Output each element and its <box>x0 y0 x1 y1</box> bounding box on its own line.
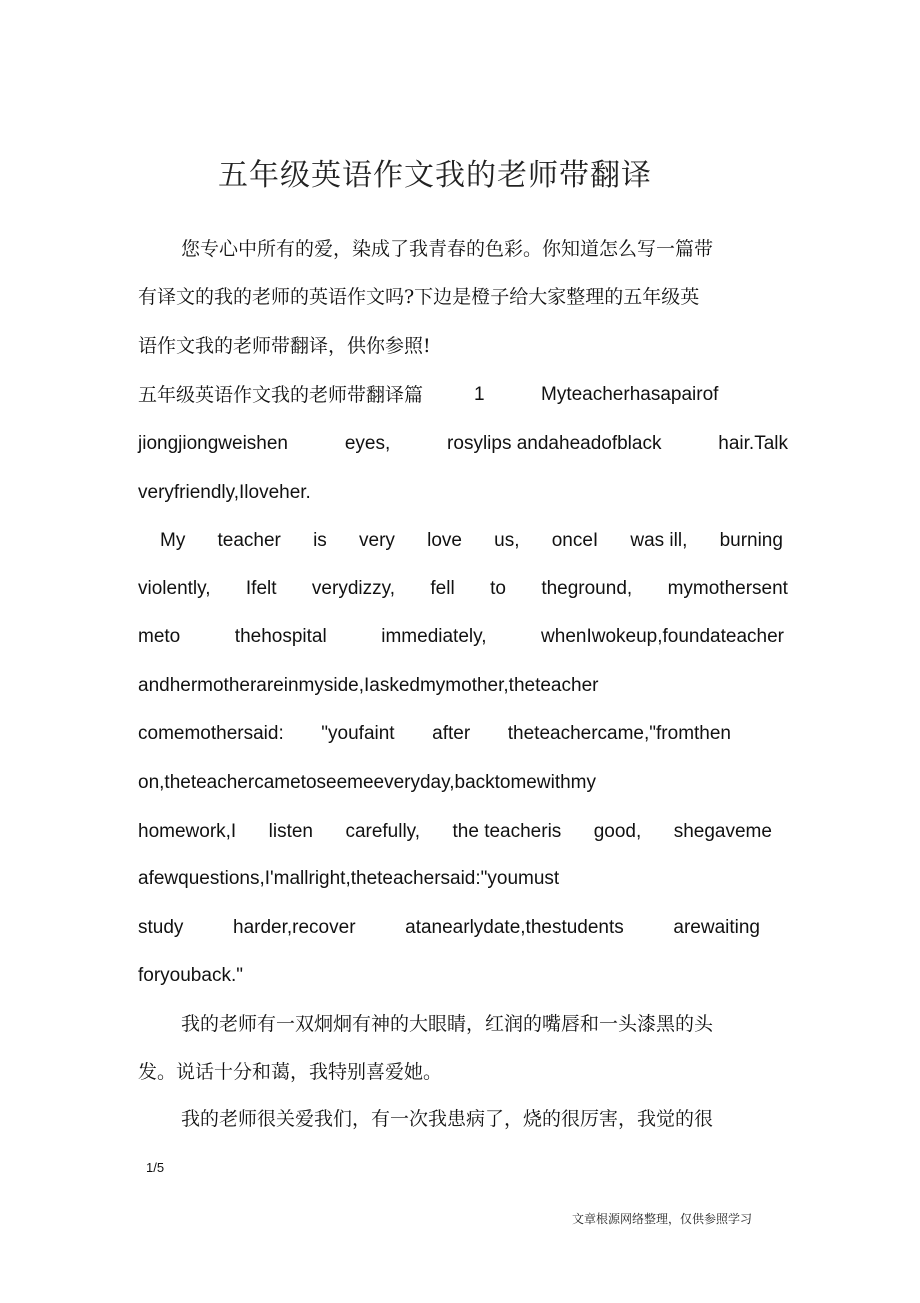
intro-line: 有译文的我的老师的英语作文吗?下边是橙子给大家整理的五年级英 <box>138 286 700 308</box>
word: mymothersent <box>667 578 788 599</box>
word: very <box>359 530 395 551</box>
word: burning <box>719 530 783 551</box>
word: rosylips andaheadofblack <box>447 433 662 454</box>
word: study <box>138 917 184 938</box>
word: good, <box>593 821 642 842</box>
word: shegaveme <box>673 821 772 842</box>
word: is <box>313 530 327 551</box>
word: on,theteachercametoseemeeveryday,backtomewithmy <box>138 772 596 793</box>
word: veryfriendly,Iloveher. <box>138 482 311 503</box>
section-heading-number: 1 <box>474 384 485 405</box>
word: love <box>427 530 462 551</box>
word: violently, <box>138 578 211 599</box>
word: harder,recover <box>233 917 356 938</box>
word: homework,I <box>138 821 237 842</box>
word: teacher <box>217 530 281 551</box>
word: immediately, <box>381 626 487 647</box>
word: to <box>490 578 506 599</box>
page-number: 1/5 <box>146 1160 165 1175</box>
chinese-line: 我的老师很关爱我们，有一次我患病了，烧的很厉害，我觉的很 <box>181 1108 714 1130</box>
english-line <box>138 964 788 988</box>
english-line <box>138 722 731 746</box>
word: was ill, <box>630 530 688 551</box>
word: arewaiting <box>673 917 760 938</box>
word: theteachercame,"fromthen <box>507 723 731 744</box>
word: thehospital <box>234 626 327 647</box>
section-heading <box>138 383 788 408</box>
word: verydizzy, <box>311 578 395 599</box>
word: onceI <box>551 530 599 551</box>
word: whenIwokeup,foundateacher <box>541 626 784 647</box>
word: foryouback." <box>138 965 243 986</box>
word: theground, <box>541 578 633 599</box>
word: meto <box>138 626 181 647</box>
word: after <box>432 723 471 744</box>
english-line <box>138 481 788 505</box>
english-line <box>138 916 760 940</box>
intro-line: 您专心中所有的爱，染成了我青春的色彩。你知道怎么写一篇带 <box>181 238 714 260</box>
english-line <box>138 625 784 649</box>
section-heading-en: Myteacherhasapairof <box>541 384 719 405</box>
english-line <box>138 432 788 456</box>
english-line <box>138 771 788 795</box>
word: listen <box>268 821 313 842</box>
word: eyes, <box>344 433 391 454</box>
intro-line: 语作文我的老师带翻译，供你参照! <box>138 335 431 357</box>
english-line <box>138 577 788 601</box>
word: andhermotherareinmyside,Iaskedmymother,theteacher <box>138 675 599 696</box>
english-line <box>160 529 783 553</box>
footer-note: 文章根源网络整理，仅供参照学习 <box>572 1212 753 1226</box>
word: carefully, <box>345 821 421 842</box>
english-line <box>138 820 772 844</box>
english-line <box>138 867 788 891</box>
word: My <box>160 530 186 551</box>
word: us, <box>494 530 520 551</box>
word: Ifelt <box>245 578 277 599</box>
word: fell <box>430 578 455 599</box>
word: comemothersaid: <box>138 723 284 744</box>
chinese-line: 发。说话十分和蔼，我特别喜爱她。 <box>138 1061 443 1083</box>
word: atanearlydate,thestudents <box>405 917 624 938</box>
english-line <box>138 674 788 698</box>
page-title: 五年级英语作文我的老师带翻译 <box>218 158 652 193</box>
word: "youfaint <box>321 723 395 744</box>
chinese-line: 我的老师有一双炯炯有神的大眼睛，红润的嘴唇和一头漆黑的头 <box>181 1013 714 1035</box>
section-heading-cn: 五年级英语作文我的老师带翻译篇 <box>138 384 424 406</box>
word: hair.Talk <box>718 433 788 454</box>
word: jiongjiongweishen <box>138 433 288 454</box>
word: the teacheris <box>452 821 562 842</box>
word: afewquestions,I'mallright,theteachersaid:"youmust <box>138 868 560 889</box>
